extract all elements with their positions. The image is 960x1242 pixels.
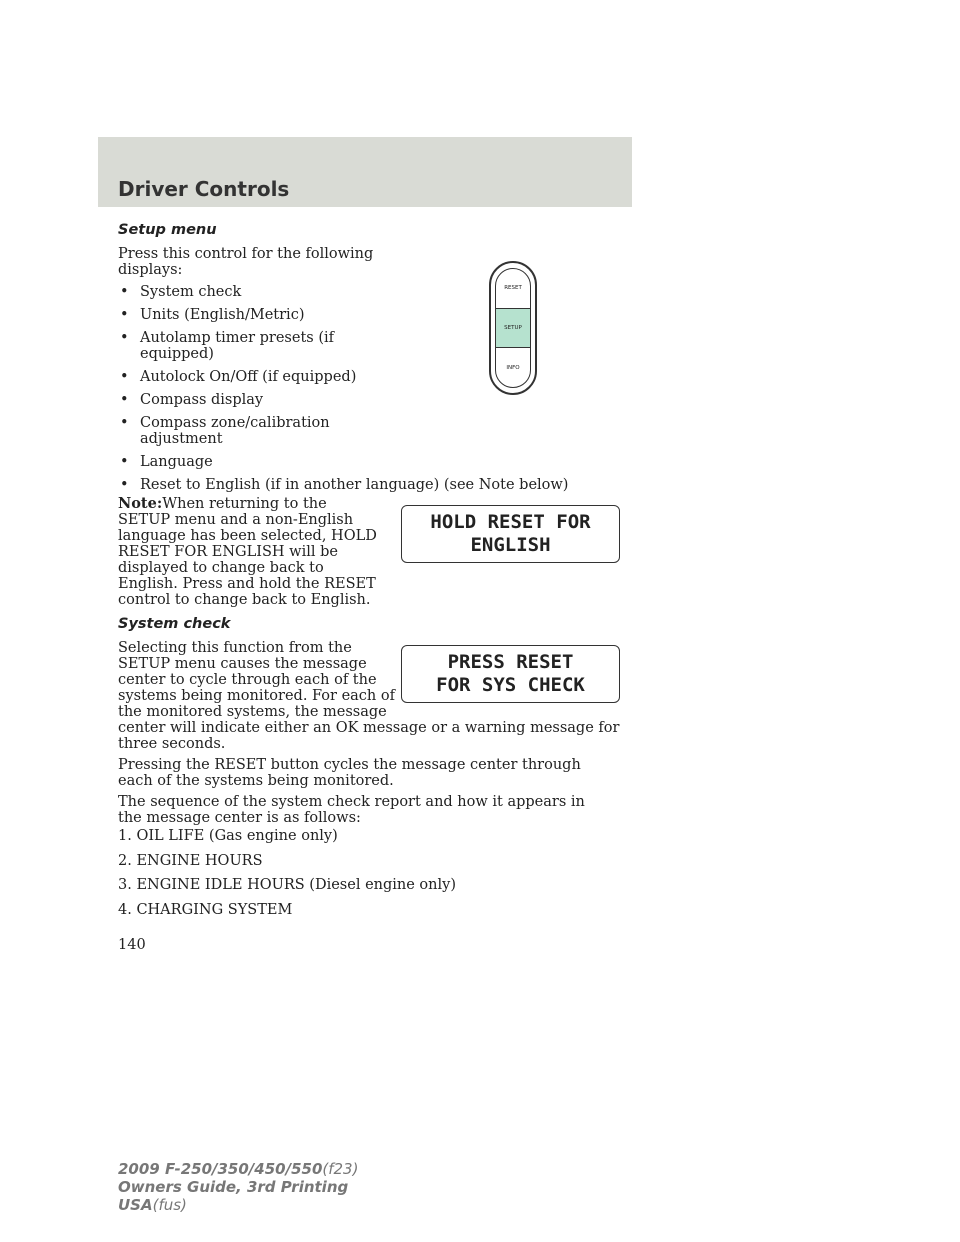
list-item: • Language	[120, 454, 213, 470]
display-line: HOLD RESET FOR	[430, 511, 591, 533]
page-number: 140	[118, 937, 146, 953]
press-reset-display	[401, 645, 620, 703]
bullet-icon: •	[120, 284, 129, 300]
list-item: • Units (English/Metric)	[120, 307, 305, 323]
hold-reset-display	[401, 505, 620, 563]
reset-label: RESET	[504, 285, 522, 292]
bullet-icon: •	[120, 477, 129, 493]
bullet-icon: •	[120, 307, 129, 323]
display-line: PRESS RESET	[447, 651, 574, 673]
footer-model: 2009 F-250/350/450/550	[118, 1160, 323, 1178]
list-item: 4. CHARGING SYSTEM	[118, 901, 293, 918]
display-line: ENGLISH	[470, 534, 551, 556]
setup-label: SETUP	[496, 308, 530, 349]
bullet-icon: •	[120, 392, 129, 408]
system-check-paragraph-3: The sequence of the system check report and how it appears in the message center is as follows:	[118, 794, 585, 826]
footer-region: USA	[118, 1196, 153, 1214]
setup-note	[118, 496, 382, 608]
section-title: Driver Controls	[118, 177, 290, 201]
note-label: Note:	[118, 495, 163, 512]
list-item: 1. OIL LIFE (Gas engine only)	[118, 828, 338, 844]
system-check-heading: System check	[118, 616, 231, 632]
bullet-icon: •	[120, 415, 129, 431]
list-item: • Autolock On/Off (if equipped)	[120, 369, 357, 385]
list-item: • System check	[120, 284, 242, 300]
display-line: FOR SYS CHECK	[436, 674, 585, 696]
list-item: 2. ENGINE HOURS	[118, 852, 263, 869]
footer-region-code: (fus)	[152, 1196, 187, 1214]
list-item: • Compass zone/calibration adjustment	[120, 415, 330, 447]
system-check-list	[118, 828, 456, 926]
setup-menu-intro: Press this control for the following displays:	[118, 246, 374, 278]
list-item: • Reset to English (if in another language) (see Note below)	[120, 477, 569, 493]
note-text: When returning to the SETUP menu and a non-English language has been selected, HOLD RESET FOR ENGLISH will be displayed to change back to English. Press and hold the RESET control to change back to English.	[118, 496, 377, 608]
setup-menu-heading: Setup menu	[118, 222, 217, 238]
document-footer	[118, 1160, 358, 1214]
list-item: 3. ENGINE IDLE HOURS (Diesel engine only)	[118, 877, 456, 893]
setup-menu-list	[118, 284, 660, 500]
bullet-icon: •	[120, 369, 129, 385]
list-item: • Compass display	[120, 392, 264, 408]
bullet-icon: •	[120, 330, 129, 346]
footer-model-code: (f23)	[322, 1160, 359, 1178]
reset-setup-info-switch	[489, 261, 537, 395]
footer-guide: Owners Guide, 3rd Printing	[118, 1178, 349, 1196]
info-label: INFO	[506, 364, 520, 371]
system-check-p1-text: Selecting this function from the SETUP menu causes the message center to cycle through each of the systems being monitored. For each of the monitored systems, the message center will indicate either an OK message or a warning message for three seconds.	[118, 640, 620, 752]
section-header-band	[98, 137, 632, 207]
system-check-paragraph-2: Pressing the RESET button cycles the message center through each of the systems being monitored.	[118, 757, 581, 789]
bullet-icon: •	[120, 454, 129, 470]
list-item: • Autolamp timer presets (if equipped)	[120, 330, 334, 362]
